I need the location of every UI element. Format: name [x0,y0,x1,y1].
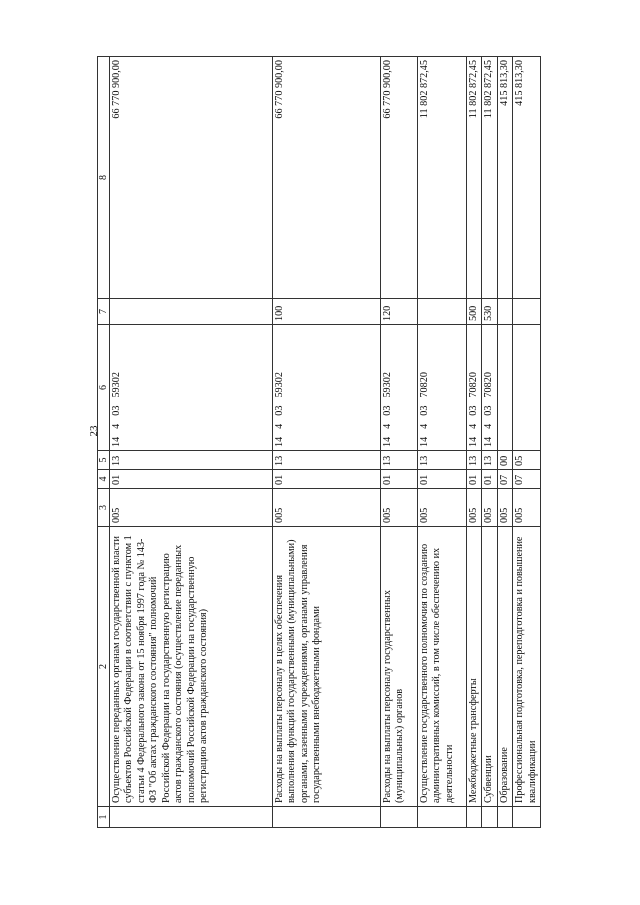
table-row [513,57,541,828]
expense-type-cell [513,299,541,325]
subsection-code-cell: 00 [497,451,512,470]
expense-type-cell: 500 [467,299,482,325]
column-header: 2 [98,527,110,807]
grbs-code-cell: 005 [273,489,381,527]
section-code-cell: 01 [110,470,273,489]
column-header: 6 [98,325,110,451]
target-article-part: 03 [382,405,393,416]
section-code-cell: 07 [513,470,541,489]
expense-type-cell [418,299,467,325]
item-name-cell: Осуществление переданных органам государственной власти субъектов Российской Федерации в соответствии с пунктом 1 статьи 4 Федерального закона от 15 ноября 1997 года № 143-ФЗ "Об актах гражданского состояния" полномочий Российской Федерации на государственную регистрацию актов гражданского состояния (осуществление переданных полномочий Российской Федерации на государственную регистрацию актов гражданского состояния) [110,527,273,807]
budget-table-container [97,57,538,828]
amount-cell: 415 813,30 [513,57,541,299]
table-row [482,57,497,828]
subsection-code-cell: 13 [273,451,381,470]
column-header: 3 [98,489,110,527]
row-number-cell [381,807,418,828]
grbs-code-cell: 005 [513,489,541,527]
amount-cell: 11 802 872,45 [418,57,467,299]
grbs-code-cell: 005 [497,489,512,527]
item-name-cell: Осуществление государственного полномочия по созданию административных комиссий, в том числе обеспечению их деятельности [418,527,467,807]
target-article-part: 4 [274,423,285,429]
expense-type-cell: 120 [381,299,418,325]
item-name-cell: Образование [497,527,512,807]
amount-cell: 415 813,30 [497,57,512,299]
target-article-part: 4 [419,423,430,429]
target-article-code [382,328,394,447]
target-article-part: 70820 [483,372,495,398]
table-row [497,57,512,828]
table-body [110,57,541,828]
table-row [467,57,482,828]
amount-cell: 66 770 900,00 [110,57,273,299]
column-header: 1 [98,807,110,828]
item-name-cell: Расходы на выплаты персоналу государственных (муниципальных) органов [381,527,418,807]
target-article-part: 70820 [419,372,430,398]
target-article-part: 59302 [111,372,122,398]
target-article-part: 03 [483,405,495,416]
subsection-code-cell: 13 [467,451,482,470]
row-number-cell [110,807,273,828]
target-article-cell [513,325,541,451]
item-name-cell: Субвенции [482,527,497,807]
section-code-cell: 07 [497,470,512,489]
target-article-cell [110,325,273,451]
target-article-cell [273,325,381,451]
section-code-cell: 01 [381,470,418,489]
target-article-part: 14 [419,436,430,447]
target-article-part: 03 [274,405,285,416]
target-article-part: 4 [483,423,495,429]
amount-cell: 66 770 900,00 [273,57,381,299]
table-row [418,57,467,828]
grbs-code-cell: 005 [381,489,418,527]
target-article-part: 4 [111,423,122,429]
page-number: 23 [88,425,100,437]
target-article-code [483,328,495,447]
amount-cell: 11 802 872,45 [482,57,497,299]
table-row [273,57,381,828]
section-code-cell: 01 [273,470,381,489]
row-number-cell [418,807,467,828]
target-article-cell [497,325,512,451]
grbs-code-cell: 005 [418,489,467,527]
target-article-part: 14 [111,436,122,447]
amount-cell: 66 770 900,00 [381,57,418,299]
target-article-part: 59302 [382,372,393,398]
target-article-cell [467,325,482,451]
item-name-cell: Профессиональная подготовка, переподготовка и повышение квалификации [513,527,541,807]
target-article-part: 14 [274,436,285,447]
table-row [381,57,418,828]
expense-type-cell [497,299,512,325]
expense-type-cell: 100 [273,299,381,325]
header-row [98,57,110,828]
target-article-cell [418,325,467,451]
grbs-code-cell: 005 [482,489,497,527]
grbs-code-cell: 005 [110,489,273,527]
subsection-code-cell: 05 [513,451,541,470]
subsection-code-cell: 13 [110,451,273,470]
row-number-cell [273,807,381,828]
grbs-code-cell: 005 [467,489,482,527]
target-article-part: 70820 [468,372,479,398]
row-number-cell [513,807,541,828]
target-article-part: 14 [382,436,393,447]
target-article-part: 14 [468,436,479,447]
target-article-code [111,328,123,447]
column-header: 5 [98,451,110,470]
target-article-part: 4 [468,423,479,429]
column-header: 4 [98,470,110,489]
budget-table [97,56,541,828]
subsection-code-cell: 13 [482,451,497,470]
target-article-code [419,328,431,447]
expense-type-cell: 530 [482,299,497,325]
target-article-part: 59302 [274,372,285,398]
row-number-cell [467,807,482,828]
target-article-cell [482,325,497,451]
table-row [110,57,273,828]
section-code-cell: 01 [467,470,482,489]
section-code-cell: 01 [418,470,467,489]
target-article-cell [381,325,418,451]
target-article-code [274,328,286,447]
row-number-cell [497,807,512,828]
target-article-part: 14 [483,436,495,447]
amount-cell: 11 802 872,45 [467,57,482,299]
target-article-part: 03 [111,405,122,416]
expense-type-cell [110,299,273,325]
item-name-cell: Межбюджетные трансферты [467,527,482,807]
target-article-code [468,328,480,447]
row-number-cell [482,807,497,828]
target-article-part: 4 [382,423,393,429]
subsection-code-cell: 13 [418,451,467,470]
target-article-part: 03 [419,405,430,416]
subsection-code-cell: 13 [381,451,418,470]
item-name-cell: Расходы на выплаты персоналу в целях обеспечения выполнения функций государственными (муниципальными) органами, казенными учреждениями, органами управления государственными внебюджетными фондами [273,527,381,807]
section-code-cell: 01 [482,470,497,489]
target-article-part: 03 [468,405,479,416]
column-header: 8 [98,57,110,299]
column-header: 7 [98,299,110,325]
